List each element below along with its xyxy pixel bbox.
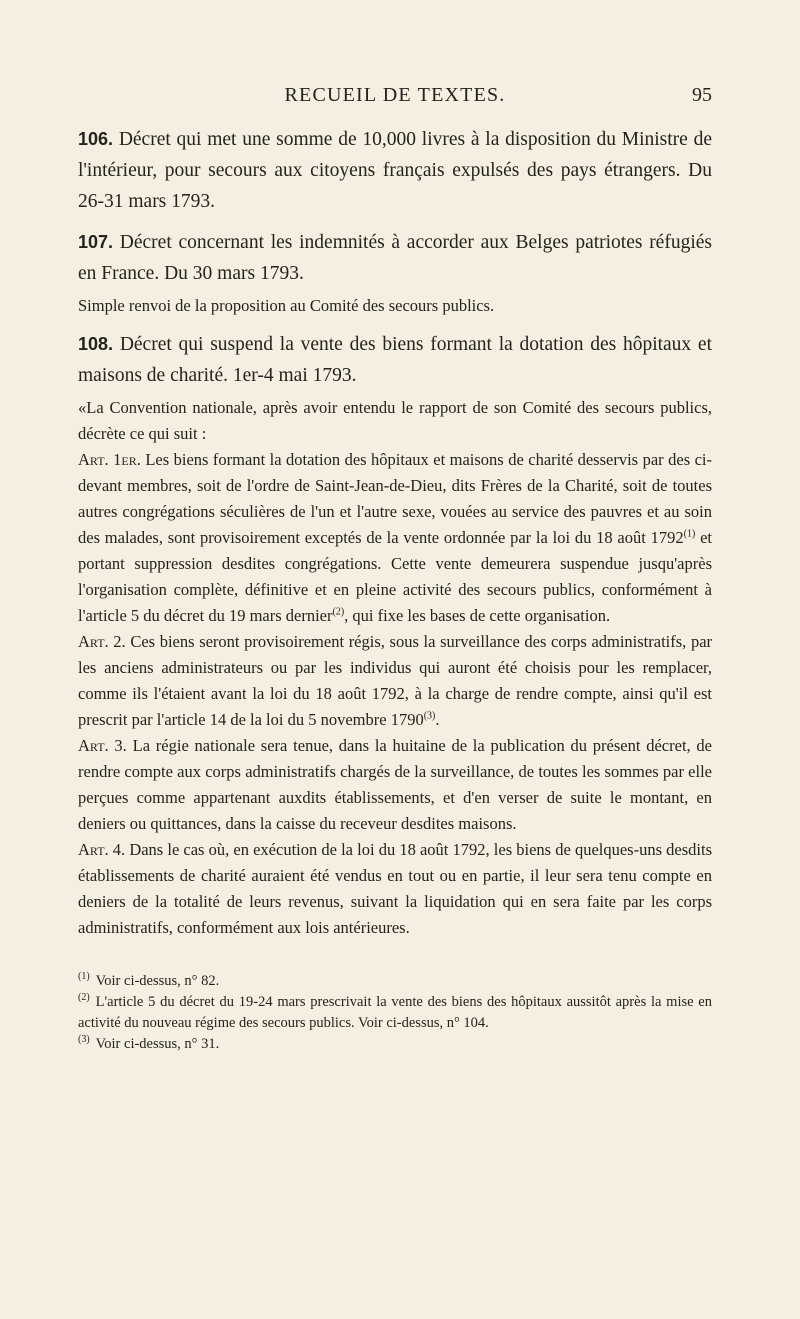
article-text: Dans le cas où, en exécution de la loi du 18 août 1792, les biens de quelques-uns desdits établissements de charité auraient été vendus en tout ou en partie, il leur sera tenu compte en deniers de la totalité de leurs revenus, suivant la liquidation qui en sera faite par les corps administratifs, conformément aux lois antérieures. [78, 840, 712, 937]
footnote-3 [78, 1034, 712, 1055]
footnote-text: Voir ci-dessus, n° 31. [95, 1036, 220, 1052]
article-text: Les biens formant la dotation des hôpitaux et maisons de charité desservis par des ci-devant membres, soit de l'ordre de Saint-Jean-de-Dieu, dits Frères de la Charité, soit de toutes autres congrégations séculières de l'un et l'autre sexe, vouées au service des pauvres et au soin des malades, sont provisoirement exceptés de la vente ordonnée par la loi du 18 août 1792 [78, 450, 712, 547]
footnotes [78, 971, 712, 1055]
article-3 [78, 733, 712, 837]
entry-106 [78, 124, 712, 217]
footnote-ref: (2) [332, 606, 345, 618]
footnote-ref: (3) [423, 710, 436, 722]
article-text: . [435, 710, 440, 729]
footnote-mark: (3) [78, 1034, 90, 1046]
page-number: 95 [692, 84, 712, 106]
entry-heading [78, 329, 712, 391]
footnote-1 [78, 971, 712, 992]
running-title: RECUEIL DE TEXTES. [284, 84, 506, 106]
entry-title: Décret concernant les indemnités à accorder aux Belges patriotes réfugiés en France. Du 30 mars 1793. [78, 232, 712, 284]
running-head [78, 84, 712, 124]
decree-preamble: «La Convention nationale, après avoir entendu le rapport de son Comité des secours publics, décrète ce qui suit : [78, 398, 712, 443]
entry-number: 108. [78, 334, 114, 354]
footnote-text: L'article 5 du décret du 19-24 mars prescrivait la vente des biens des hôpitaux aussitôt après la mise en activité du nouveau régime des secours publics. Voir ci-dessus, n° 104. [78, 994, 712, 1031]
entry-number: 106. [78, 129, 114, 149]
article-label: Art. 1er. [78, 450, 141, 469]
article-4 [78, 837, 712, 941]
article-label: Art. 2. [78, 632, 126, 651]
entry-number: 107. [78, 232, 114, 252]
article-1 [78, 447, 712, 629]
article-text: La régie nationale sera tenue, dans la huitaine de la publication du présent décret, de rendre compte aux corps administratifs chargés de la surveillance, de toutes les sommes par elle perçues comme appartenant auxdits établissements, et d'en verser de suite le montant, en deniers ou quittances, dans la caisse du receveur desdites maisons. [78, 736, 713, 833]
footnote-text: Voir ci-dessus, n° 82. [95, 973, 220, 989]
entry-note: Simple renvoi de la proposition au Comité des secours publics. [78, 296, 495, 315]
footnote-mark: (2) [78, 992, 90, 1004]
article-text: , qui fixe les bases de cette organisation. [344, 606, 611, 625]
footnote-mark: (1) [78, 971, 90, 983]
entry-heading [78, 124, 712, 217]
article-label: Art. 3. [78, 736, 127, 755]
document-page [78, 84, 712, 1055]
entry-title: Décret qui met une somme de 10,000 livres à la disposition du Ministre de l'intérieur, pour secours aux citoyens français expulsés des pays étrangers. Du 26-31 mars 1793. [78, 129, 713, 212]
article-2 [78, 629, 712, 733]
article-text: Ces biens seront provisoirement régis, sous la surveillance des corps administratifs, par les anciens administrateurs ou par les individus qui auront été choisis pour les remplacer, comme ils l'étaient avant la loi du 18 août 1792, à la charge de rendre compte, ainsi qu'il est prescrit par l'article 14 de la loi du 5 novembre 1790 [78, 632, 713, 729]
entry-108 [78, 329, 712, 941]
entry-107 [78, 227, 712, 319]
footnote-2 [78, 992, 712, 1034]
footnote-ref: (1) [683, 528, 696, 540]
article-text: et portant suppression desdites congrégations. Cette vente demeurera suspendue jusqu'après l'organisation complète, définitive et en pleine activité des secours publics, conformément à l'article 5 du décret du 19 mars dernier [78, 528, 712, 625]
entry-heading [78, 227, 712, 289]
entry-title: Décret qui suspend la vente des biens formant la dotation des hôpitaux et maisons de charité. 1er-4 mai 1793. [78, 334, 713, 386]
article-label: Art. 4. [78, 840, 126, 859]
